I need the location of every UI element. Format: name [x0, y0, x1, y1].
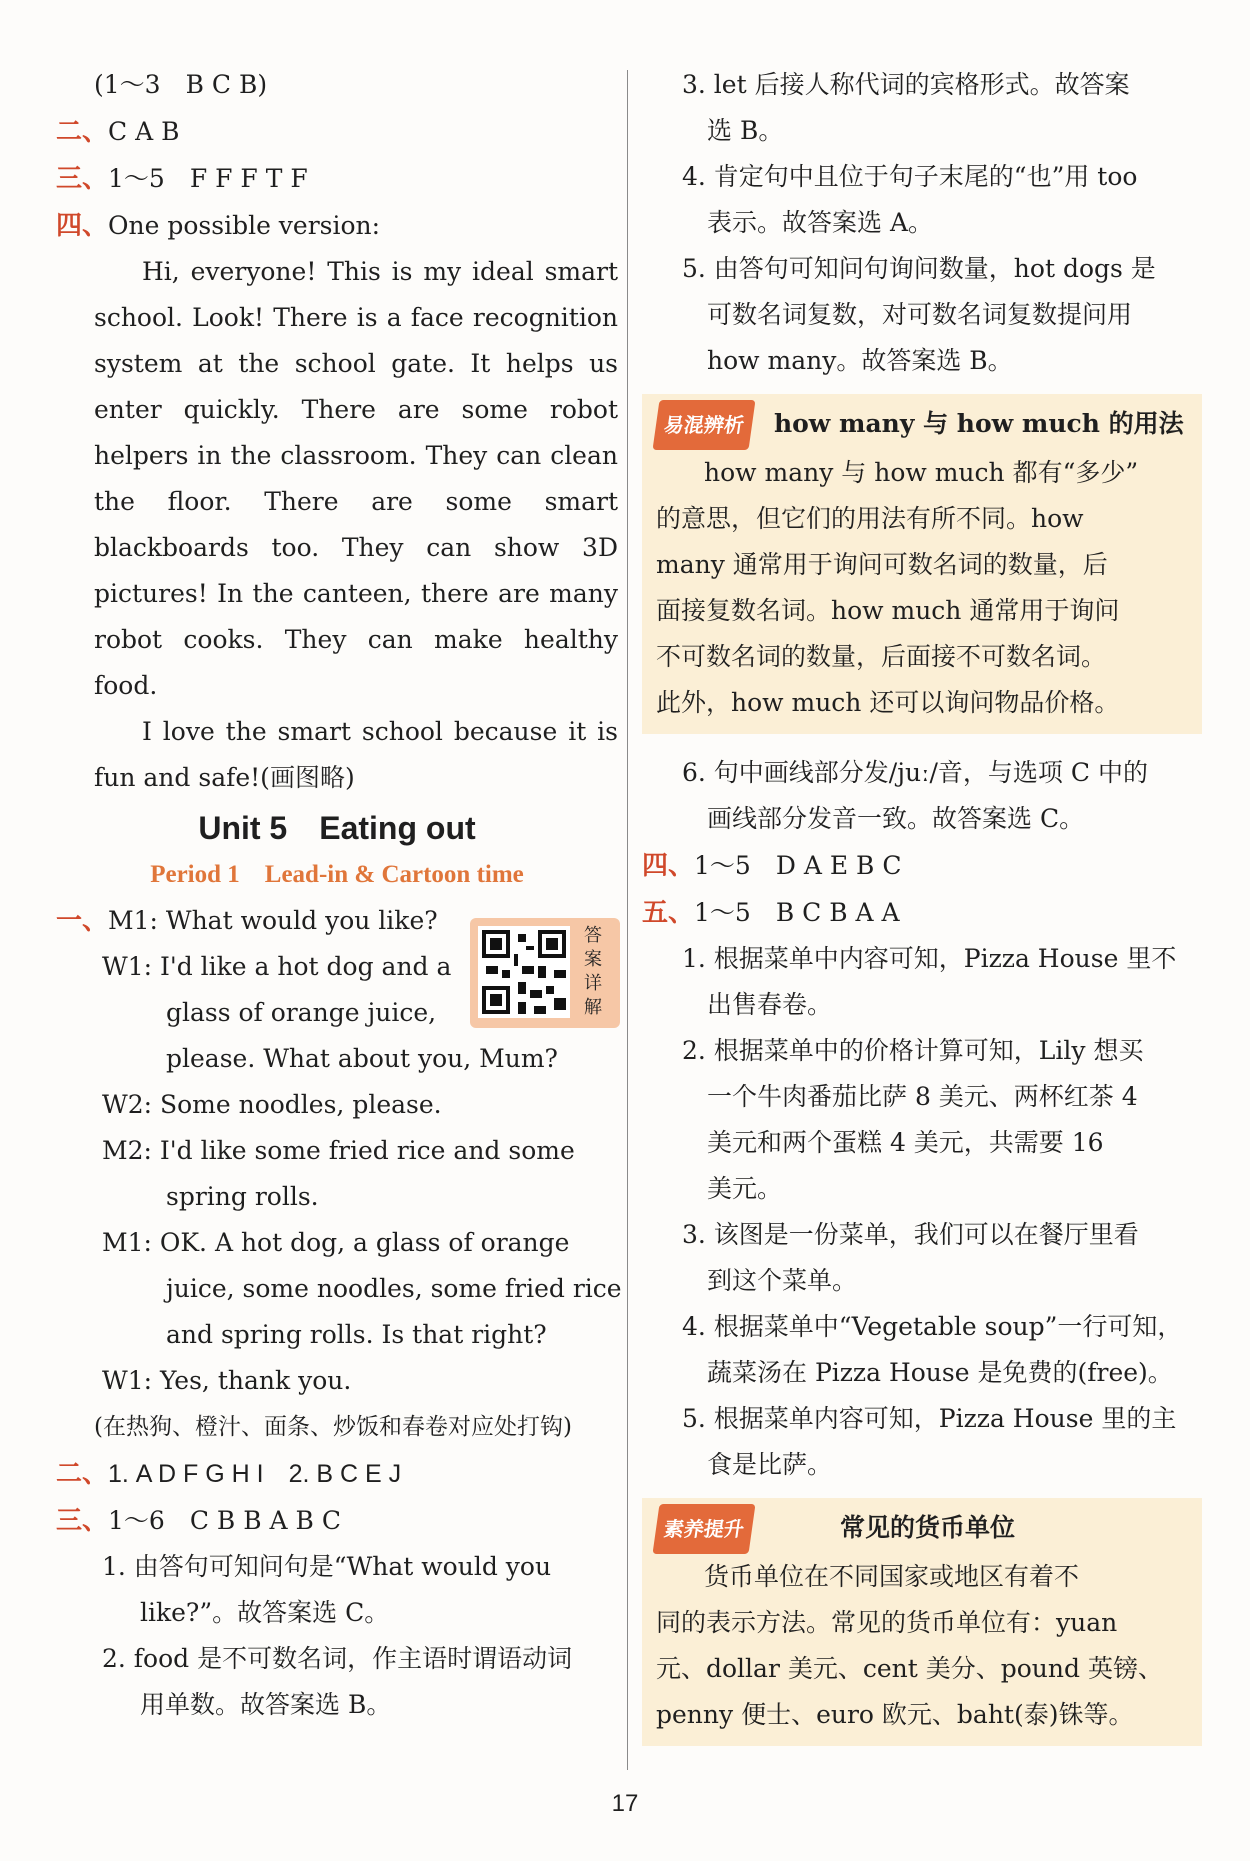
essay	[56, 249, 618, 801]
tip-line: how many 与 how much 都有“多少”	[704, 458, 1139, 487]
section-number: 二、	[56, 1458, 109, 1488]
explain-line: 4. 根据菜单中“Vegetable soup”一行可知，	[682, 1312, 1183, 1341]
explain-line: 可数名词复数，对可数名词复数提问用	[707, 300, 1133, 329]
essay-line: system at the school gate. It helps us	[94, 349, 618, 378]
dialogue-line: W1: Yes, thank you.	[102, 1366, 352, 1395]
essay-line: Hi, everyone! This is my ideal smart	[142, 257, 618, 286]
tip-header	[656, 1504, 1188, 1554]
section-number: 三、	[56, 1505, 109, 1535]
section-number: 四、	[56, 210, 109, 240]
dialogue-line: glass of orange juice,	[166, 998, 437, 1027]
explain-line: 6. 句中画线部分发/juː/音，与选项 C 中的	[682, 758, 1148, 787]
section-4b	[642, 842, 1202, 889]
explain-line: 3. 该图是一份菜单，我们可以在餐厅里看	[682, 1220, 1139, 1249]
answer-text: 1～6 C B B A B C	[108, 1506, 341, 1535]
answer-line: (1～3 B C B)	[94, 70, 268, 99]
explain-line: 2. 根据菜单中的价格计算可知，Lily 想买	[682, 1036, 1144, 1065]
tip-line: penny 便士、euro 欧元、baht(泰)铢等。	[656, 1700, 1134, 1729]
essay-line: fun and safe!(画图略)	[94, 763, 355, 792]
explain-line: 画线部分发音一致。故答案选 C。	[707, 804, 1085, 833]
unit-title: Unit 5 Eating out	[198, 810, 476, 846]
section-3	[56, 155, 618, 202]
section-number: 一、	[56, 905, 109, 935]
section-number: 二、	[56, 116, 109, 146]
dialogue-line: W2: Some noodles, please.	[102, 1090, 442, 1119]
essay-line: school. Look! There is a face recognition	[94, 303, 618, 332]
explain-line: 1. 由答句可知问句是“What would you	[102, 1552, 552, 1581]
tip-line: 面接复数名词。how much 通常用于询问	[656, 596, 1120, 625]
essay-line: helpers in the classroom. They can clean	[94, 441, 618, 470]
explain-line: 蔬菜汤在 Pizza House 是免费的(free)。	[707, 1358, 1173, 1387]
answer-text: 1. A D F G H I 2. B C E J	[108, 1460, 402, 1488]
explain-line: 出售春卷。	[707, 990, 833, 1019]
essay-line: food.	[94, 671, 158, 700]
tip-line: many 通常用于询问可数名词的数量，后	[656, 550, 1108, 579]
dialogue-line: M1: OK. A hot dog, a glass of orange	[102, 1228, 570, 1257]
explain-line: 4. 肯定句中且位于句子末尾的“也”用 too	[682, 162, 1138, 191]
section-2	[56, 108, 618, 155]
qr-code-box[interactable]	[470, 918, 620, 1028]
essay-line: pictures! In the canteen, there are many	[94, 579, 618, 608]
explain-line: how many。故答案选 B。	[707, 346, 1013, 375]
tip-header	[656, 400, 1188, 450]
essay-line: I love the smart school because it is	[142, 717, 618, 746]
explain-line: 到这个菜单。	[707, 1266, 858, 1295]
tip-title: 常见的货币单位	[839, 1513, 1015, 1542]
essay-line: enter quickly. There are some robot	[94, 395, 618, 424]
section-number: 五、	[642, 897, 695, 927]
tip-line: 同的表示方法。常见的货币单位有：yuan	[656, 1608, 1118, 1637]
explain-line: 用单数。故答案选 B。	[140, 1690, 392, 1719]
tip-box-confusion	[642, 394, 1202, 734]
tip-title: how many 与 how much 的用法	[773, 408, 1184, 438]
explain-line: 一个牛肉番茄比萨 8 美元、两杯红茶 4	[707, 1082, 1138, 1111]
period-title: Period 1 Lead-in & Cartoon time	[150, 861, 524, 888]
tip-line: 的意思，但它们的用法有所不同。how	[656, 504, 1084, 533]
answer-text: One possible version:	[108, 211, 381, 240]
answer-text: 1～5 D A E B C	[694, 851, 902, 880]
explain-line: 3. let 后接人称代词的宾格形式。故答案	[682, 70, 1130, 99]
dialogue-note: (在热狗、橙汁、面条、炒饭和春卷对应处打钩)	[94, 1414, 572, 1440]
explain-line: 5. 根据菜单内容可知，Pizza House 里的主	[682, 1404, 1177, 1433]
page-number: 17	[611, 1790, 639, 1817]
dialogue-line: M2: I'd like some fried rice and some	[102, 1136, 575, 1165]
tip-line: 不可数名词的数量，后面接不可数名词。	[656, 642, 1107, 671]
section-3b	[56, 1497, 618, 1544]
section-number: 四、	[642, 850, 695, 880]
tip-line: 货币单位在不同国家或地区有着不	[704, 1562, 1080, 1591]
qr-code-icon	[478, 926, 570, 1018]
dialogue-line: W1: I'd like a hot dog and a	[102, 952, 452, 981]
column-divider	[627, 70, 628, 1770]
dialogue-line: please. What about you, Mum?	[166, 1044, 558, 1073]
dialogue-line: spring rolls.	[166, 1182, 319, 1211]
tip-tag: 素养提升	[652, 1504, 755, 1554]
essay-line: the floor. There are some smart	[94, 487, 618, 516]
explain-line: 食是比萨。	[707, 1450, 833, 1479]
explain-line: 2. food 是不可数名词，作主语时谓语动词	[102, 1644, 573, 1673]
tip-tag: 易混辨析	[652, 400, 755, 450]
section-2b	[56, 1450, 618, 1497]
left-column	[56, 62, 622, 1728]
explain-line: 选 B。	[707, 116, 784, 145]
answer-text: 1～5 F F F T F	[108, 164, 308, 193]
tip-line: 此外，how much 还可以询问物品价格。	[656, 688, 1120, 717]
explain-line: 1. 根据菜单中内容可知，Pizza House 里不	[682, 944, 1177, 973]
explain-line: 表示。故答案选 A。	[707, 208, 934, 237]
answer-text: 1～5 B C B A A	[694, 898, 900, 927]
tip-line: 元、dollar 美元、cent 美分、pound 英镑、	[656, 1654, 1163, 1683]
dialogue-line: and spring rolls. Is that right?	[166, 1320, 547, 1349]
section-4	[56, 202, 618, 249]
explain-line: 5. 由答句可知问句询问数量，hot dogs 是	[682, 254, 1156, 283]
explain-line: 美元和两个蛋糕 4 美元，共需要 16	[707, 1128, 1104, 1157]
answer-text: C A B	[108, 117, 180, 146]
qr-label: 答案详解	[584, 925, 602, 1018]
section-5b	[642, 889, 1202, 936]
essay-line: robot cooks. They can make healthy	[94, 625, 618, 654]
tip-box-literacy	[642, 1498, 1202, 1746]
essay-line: blackboards too. They can show 3D	[94, 533, 618, 562]
explain-line: 美元。	[707, 1174, 783, 1203]
section-number: 三、	[56, 163, 109, 193]
right-column	[642, 62, 1202, 1762]
dialogue-line: juice, some noodles, some fried rice	[166, 1274, 622, 1303]
explain-line: like?”。故答案选 C。	[140, 1598, 390, 1627]
dialogue-text: M1: What would you like?	[108, 906, 438, 935]
